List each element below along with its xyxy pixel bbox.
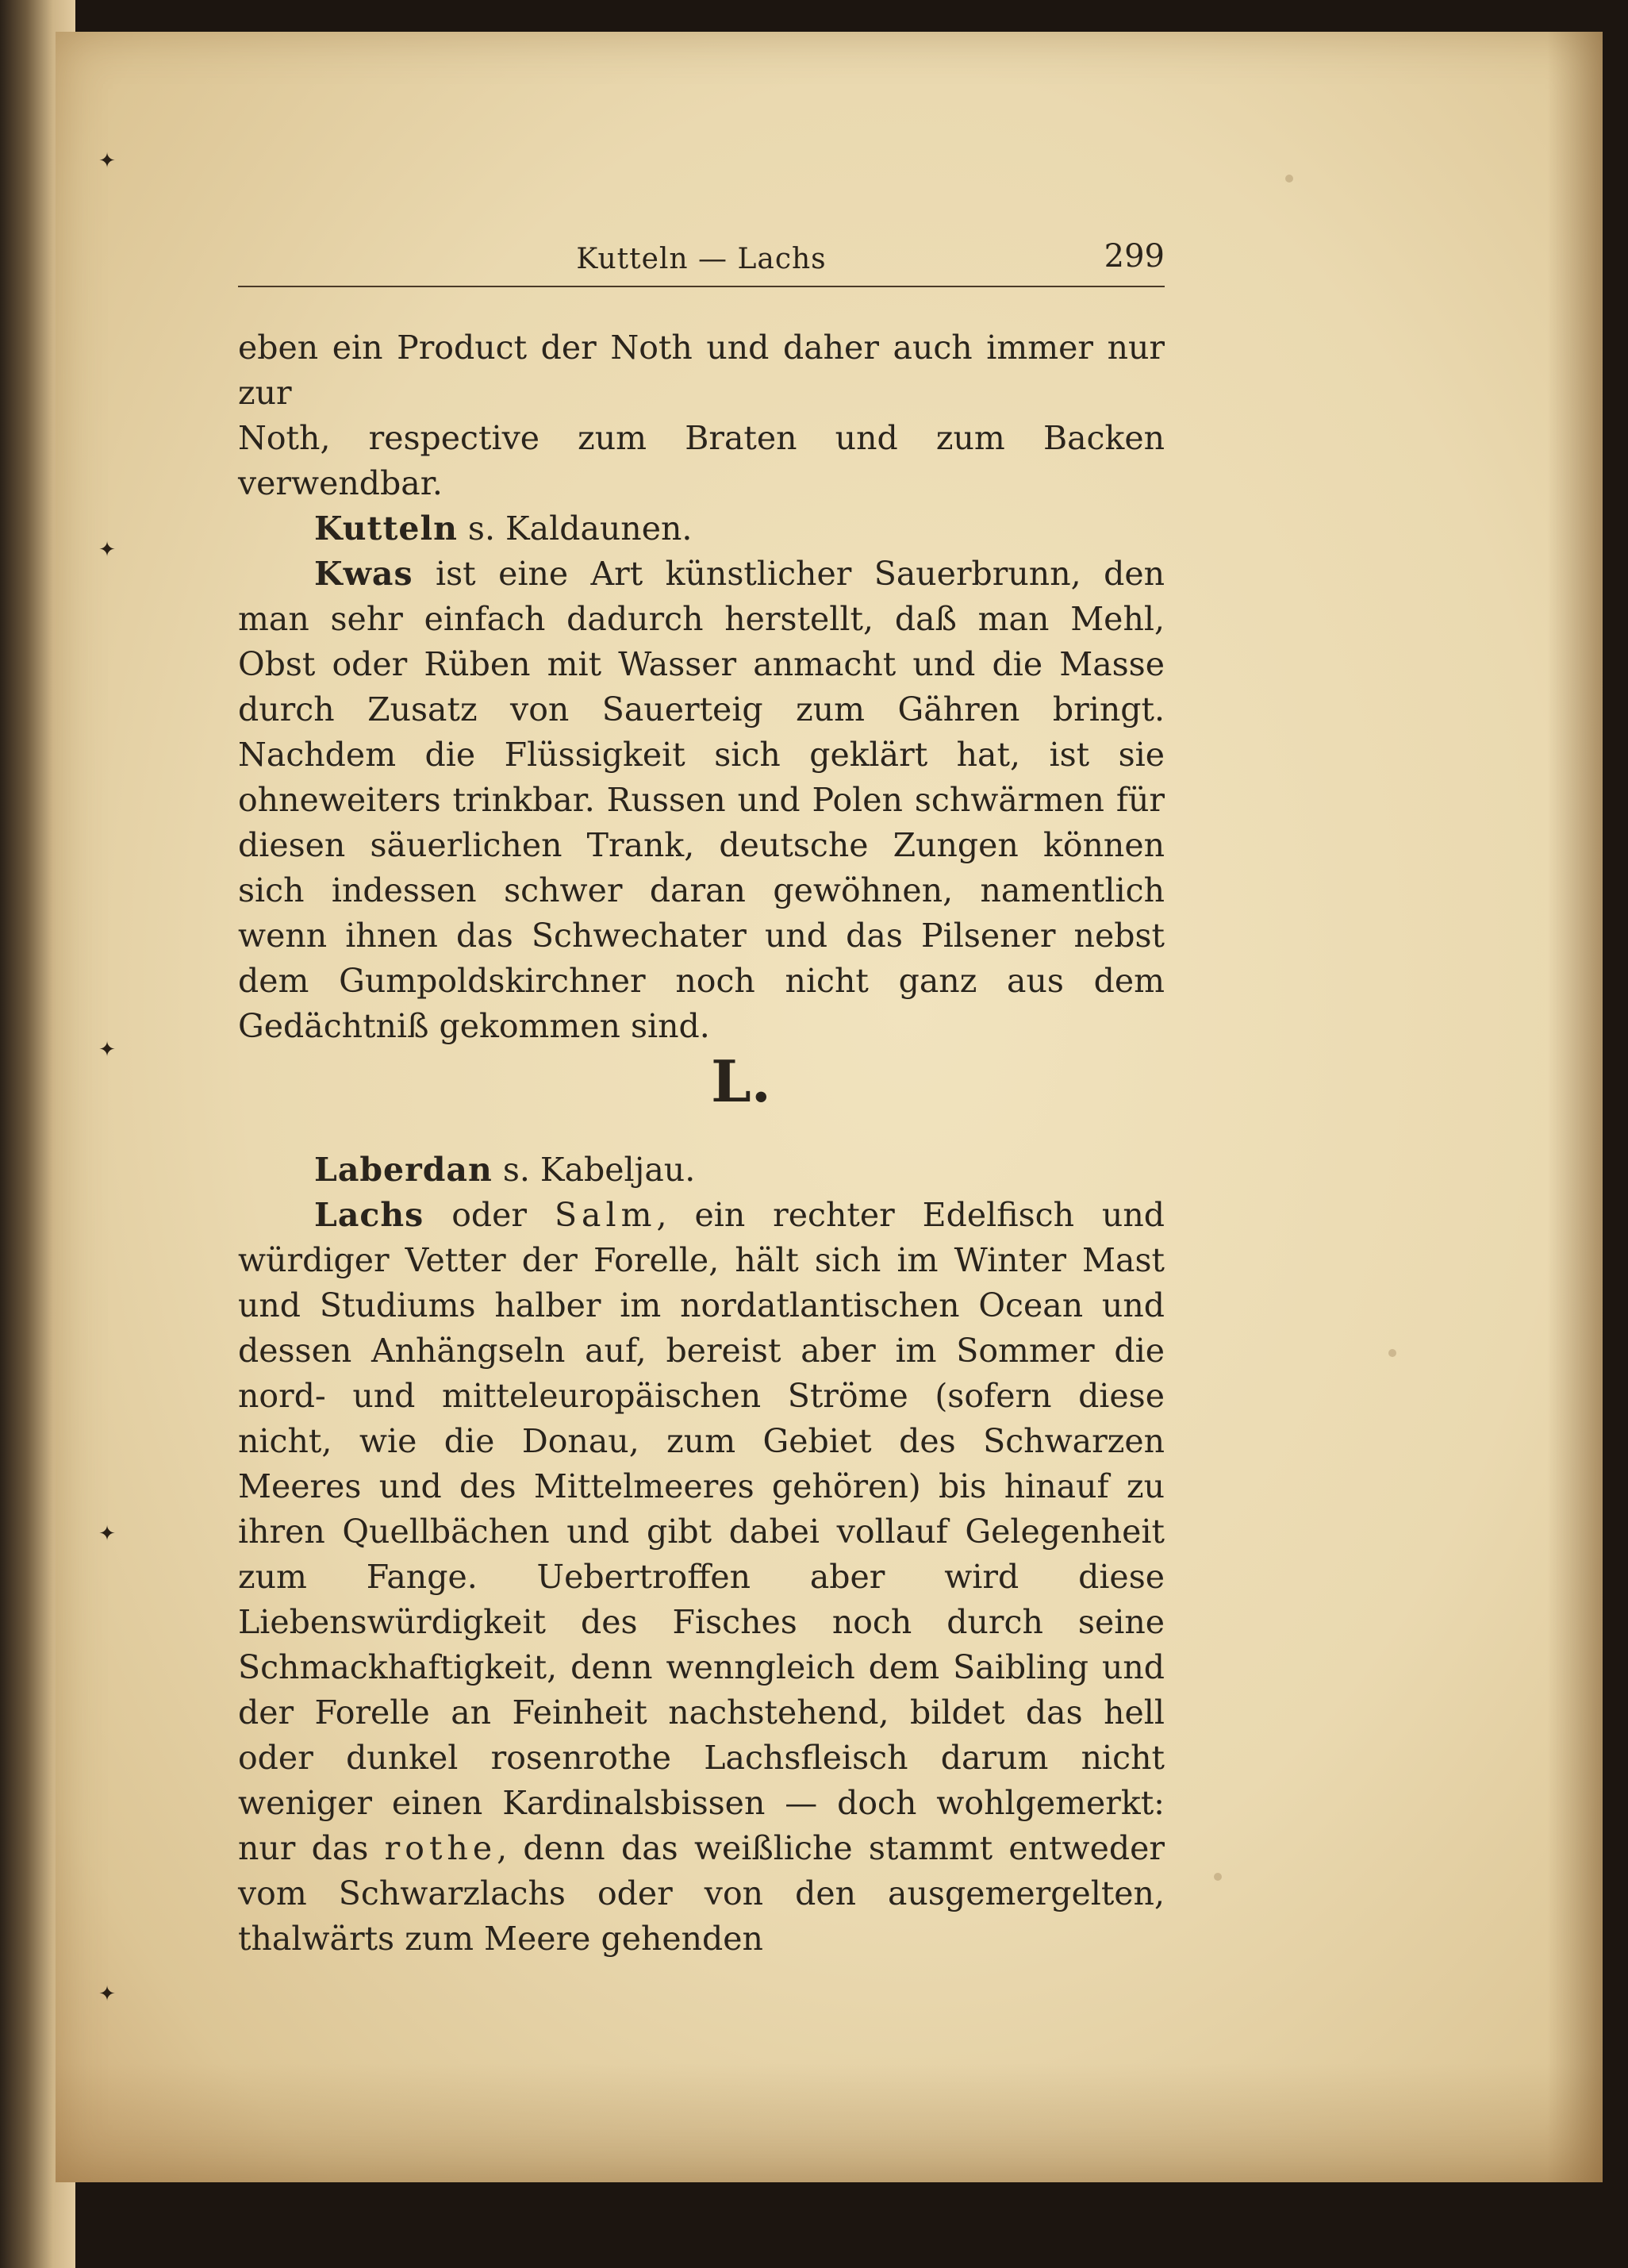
headword: Laberdan xyxy=(314,1151,493,1189)
continuation-line: Noth, respective zum Braten und zum Backen verwendbar. xyxy=(238,419,1165,502)
binding-stitch-mark: ✦ xyxy=(98,1038,116,1062)
headword: Kutteln xyxy=(314,509,458,548)
headword: Kwas xyxy=(314,555,413,593)
running-head: Kutteln — Lachs xyxy=(576,243,827,275)
binding-stitch-mark: ✦ xyxy=(98,1522,116,1546)
section-letter: L. xyxy=(711,1048,771,1115)
spaced-word: rothe xyxy=(384,1829,497,1867)
entry-kwas xyxy=(238,552,1165,1049)
binding-stitch-mark: ✦ xyxy=(98,1982,116,2006)
continuation-line: eben ein Product der Noth und daher auch immer nur zur xyxy=(238,329,1165,412)
entry-laberdan xyxy=(238,1147,1165,1193)
entry-text: s. Kabeljau. xyxy=(492,1151,696,1189)
entry-text: ist eine Art künstlicher Sauerbrunn, den man sehr einfach dadurch herstellt, daß man Mehl, Obst oder Rüben mit Wasser anmacht und die Masse durch Zusatz von Sauerteig zum Gähren bringt. Nachdem die Flüssigkeit sich geklärt hat, ist sie ohneweiters trinkbar. Russen und Polen schwärmen für diesen säuerlichen Trank, deutsche Zungen können sich indessen schwer daran gewöhnen, namentlich wenn ihnen das Schwechater und das Pilsener nebst dem Gumpoldskirchner noch nicht ganz aus dem Gedächtniß gekommen sind. xyxy=(238,555,1165,1045)
page-edge-shadow xyxy=(1547,32,1603,2182)
entry-lachs xyxy=(238,1193,1165,1962)
text-block-l-entries xyxy=(238,1147,1165,1962)
page-number: 299 xyxy=(1104,238,1165,275)
entry-text: oder xyxy=(424,1196,555,1234)
entry-kutteln xyxy=(238,506,1165,552)
entry-text: , ein rechter Edelfisch und würdiger Vetter der Forelle, hält sich im Winter Mast und Studiums halber im nordatlantischen Ocean und dessen Anhängseln auf, bereist aber im Sommer die nord- und mitteleuropäischen Ströme (sofern diese nicht, wie die Donau, zum Gebiet des Schwarzen Meeres und des Mittelmeeres gehören) bis hinauf zu ihren Quellbächen und gibt dabei vollauf Gelegenheit zum Fange. Uebertroffen aber wird diese Liebenswürdigkeit des Fisches noch durch seine Schmackhaftigkeit, denn wenngleich dem Saibling und der Forelle an Feinheit nachstehend, bildet das hell oder dunkel rosenrothe Lachsfleisch darum nicht weniger einen Kardinalsbissen — doch wohlgemerkt: nur das xyxy=(238,1196,1165,1867)
entry-text: s. Kaldaunen. xyxy=(457,509,693,548)
page-bottom-shadow xyxy=(56,2063,1603,2182)
binding-stitch-mark: ✦ xyxy=(98,149,116,173)
text-block-k-entries xyxy=(238,325,1165,1049)
paper-spot xyxy=(1388,1349,1396,1357)
paper-spot xyxy=(1214,1873,1222,1881)
binding-stitch-mark: ✦ xyxy=(98,538,116,562)
paper-spot xyxy=(1285,175,1293,183)
entry-text: , denn das weißliche stammt entweder vom Schwarzlachs oder von den ausgemergelten, thalwärts zum Meere gehenden xyxy=(238,1829,1165,1958)
spaced-word: Salm xyxy=(554,1196,657,1234)
page-header xyxy=(238,238,1165,287)
headword: Lachs xyxy=(314,1196,424,1234)
